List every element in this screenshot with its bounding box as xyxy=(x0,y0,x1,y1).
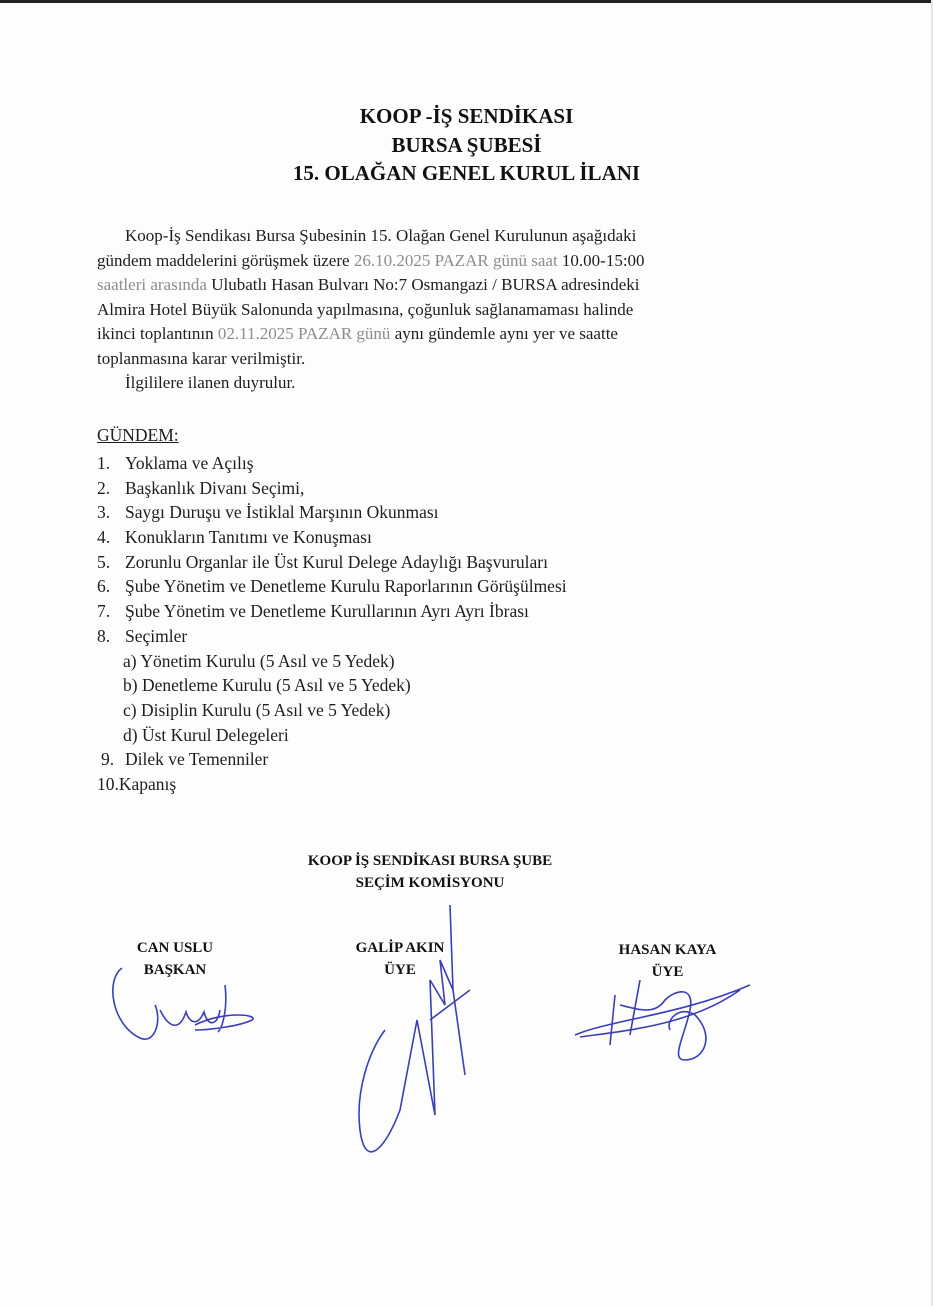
body-line xyxy=(97,273,797,298)
commission-name: KOOP İŞ SENDİKASI BURSA ŞUBE xyxy=(307,853,553,869)
body-text: ikinci toplantının xyxy=(97,324,218,343)
body-text: aynı gündemle aynı yer ve saatte xyxy=(390,324,618,343)
agenda-item: 10.Kapanış xyxy=(97,773,177,794)
agenda-item: 2. Başkanlık Divanı Seçimi, xyxy=(97,477,305,498)
body-line: Almira Hotel Büyük Salonunda yapılmasına, çoğunluk sağlanamaması halinde xyxy=(97,299,634,319)
agenda-subitem: d) Üst Kurul Delegeleri xyxy=(123,724,289,745)
scan-top-border xyxy=(0,0,933,3)
meeting-address: Ulubatlı Hasan Bulvarı No:7 Osmangazi / BURSA adresindeki xyxy=(206,275,640,294)
body-line: toplanmasına karar verilmiştir. xyxy=(97,348,306,368)
agenda-item: 5. Zorunlu Organlar ile Üst Kurul Delege Adaylığı Başvuruları xyxy=(97,551,548,572)
signature-hasan-kaya xyxy=(570,975,760,1065)
meeting-time: 10.00-15:00 xyxy=(561,250,645,270)
signatory-role: ÜYE xyxy=(651,964,684,980)
agenda-subitem: b) Denetleme Kurulu (5 Asıl ve 5 Yedek) xyxy=(123,675,411,696)
agenda-title: GÜNDEM: xyxy=(97,425,179,445)
agenda-item: 9. Dilek ve Temenniler xyxy=(101,749,269,770)
second-meeting-date: 02.11.2025 PAZAR günü xyxy=(217,324,391,343)
header-org-name: KOOP -İŞ SENDİKASI xyxy=(359,104,574,128)
body-line: İlgililere ilanen duyrulur. xyxy=(125,373,296,392)
agenda-subitem: a) Yönetim Kurulu (5 Asıl ve 5 Yedek) xyxy=(123,650,395,671)
header-title: 15. OLAĞAN GENEL KURUL İLANI xyxy=(292,161,641,185)
meeting-date: 26.10.2025 PAZAR xyxy=(353,250,489,270)
agenda-subitem: c) Disiplin Kurulu (5 Asıl ve 5 Yedek) xyxy=(123,699,391,720)
commission-title: SEÇİM KOMİSYONU xyxy=(355,875,505,891)
signatory-role: BAŞKAN xyxy=(143,962,207,978)
body-text: günü saat xyxy=(488,250,562,270)
agenda-list xyxy=(97,451,567,797)
header-branch: BURSA ŞUBESİ xyxy=(391,133,542,157)
body-text: saatleri arasında xyxy=(97,275,207,294)
body-line xyxy=(97,249,797,274)
agenda-item: 4. Konukların Tanıtımı ve Konuşması xyxy=(97,527,372,548)
signature-galip-akin xyxy=(345,900,485,1175)
agenda-item: 3. Saygı Duruşu ve İstiklal Marşının Okunması xyxy=(97,502,439,523)
body-text: gündem maddelerini görüşmek üzere xyxy=(97,250,354,270)
body-line: Koop-İş Sendikası Bursa Şubesinin 15. Olağan Genel Kurulunun aşağıdaki xyxy=(125,226,637,245)
signatory-name: CAN USLU xyxy=(136,940,214,956)
signatory-name: HASAN KAYA xyxy=(618,942,717,958)
body-line xyxy=(97,322,797,347)
announcement-body xyxy=(97,224,797,396)
agenda-item: 6. Şube Yönetim ve Denetleme Kurulu Raporlarının Görüşülmesi xyxy=(97,576,567,597)
signature-can-uslu xyxy=(100,950,270,1060)
signatory-name: GALİP AKIN xyxy=(355,940,445,956)
agenda-item: 1. Yoklama ve Açılış xyxy=(97,453,254,473)
agenda-item: 8. Seçimler xyxy=(97,625,188,646)
agenda-item: 7. Şube Yönetim ve Denetleme Kurullarının Ayrı Ayrı İbrası xyxy=(97,601,529,622)
signatory-role: ÜYE xyxy=(384,962,416,978)
